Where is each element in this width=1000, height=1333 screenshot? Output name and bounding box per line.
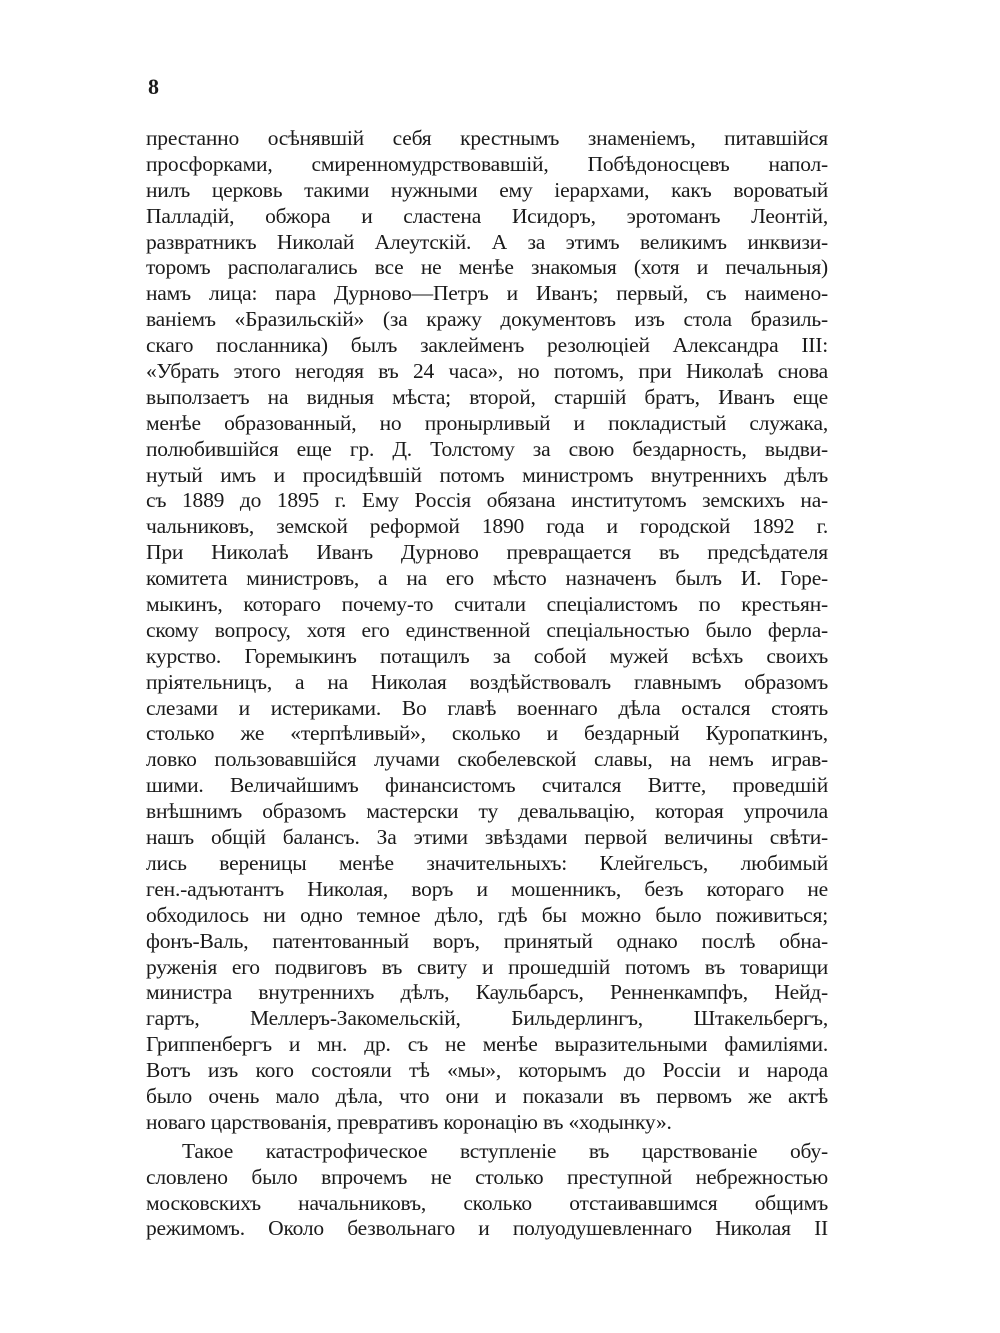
text-line: словлено было впрочемъ не столько преступной небрежностью — [146, 1164, 828, 1189]
page-number: 8 — [148, 74, 159, 99]
text-line: выползаетъ на видныя мѣста; второй, старшій братъ, Иванъ еще — [146, 384, 828, 409]
paragraph-1 — [146, 126, 828, 1136]
paragraph-2 — [146, 1139, 828, 1243]
text-line: мыкинъ, котораго почему-то считали спеціалистомъ по крестьян- — [146, 592, 828, 617]
text-line: министра внутреннихъ дѣлъ, Каульбарсъ, Ренненкампфъ, Нейд- — [146, 980, 828, 1005]
text-line: скаго посланника) былъ заклейменъ резолюціей Александра III: — [146, 333, 828, 358]
body-text — [146, 126, 828, 1242]
text-line: комитета министровъ, а на его мѣсто назначенъ былъ И. Горе- — [146, 566, 828, 591]
text-line: было очень мало дѣла, что они и показали въ первомъ же актѣ — [146, 1083, 828, 1108]
text-line: Гриппенбергъ и мн. др. съ не менѣе выразительными фамиліями. — [146, 1032, 828, 1057]
text-line: шими. Величайшимъ финансистомъ считался Витте, проведшій — [146, 773, 828, 798]
text-line: фонъ-Валь, патентованный воръ, принятый однако послѣ обна- — [146, 928, 828, 953]
text-line: руженія его подвиговъ въ свиту и прошедшій потомъ въ товарищи — [146, 954, 828, 979]
text-line: пріятельницъ, а на Николая воздѣйствовалъ главнымъ образомъ — [146, 669, 828, 694]
text-line: «Убрать этого негодяя въ 24 часа», но потомъ, при Николаѣ снова — [146, 359, 828, 384]
text-line: московскихъ начальниковъ, сколько отстаивавшимся общимъ — [146, 1190, 828, 1215]
text-line: курство. Горемыкинъ потащилъ за собой мужей всѣхъ своихъ — [146, 643, 828, 668]
text-line: менѣе образованный, но пронырливый и покладистый служака, — [146, 410, 828, 435]
text-line: При Николаѣ Иванъ Дурново превращается въ предсѣдателя — [146, 540, 828, 565]
text-line: нилъ церковь такими нужными ему іерархами, какъ вороватый — [146, 177, 828, 202]
text-line: нашъ общій балансъ. За этими звѣздами первой величины свѣти- — [146, 825, 828, 850]
text-line: ваніемъ «Бразильскій» (за кражу документовъ изъ стола бразиль- — [146, 307, 828, 332]
text-line: просфорками, смиренномудрствовавшій, Побѣдоносцевъ напол- — [146, 151, 828, 176]
text-line: намъ лица: пара Дурново—Петръ и Иванъ; первый, съ наимено- — [146, 281, 828, 306]
text-line: ген.-адъютантъ Николая, воръ и мошенникъ, безъ котораго не — [146, 876, 828, 901]
text-line: внѣшнимъ образомъ мастерски ту девальвацію, которая упрочила — [146, 799, 828, 824]
text-line: Вотъ изъ кого состояли тѣ «мы», которымъ до Россіи и народа — [146, 1058, 828, 1083]
text-line: Такое катастрофическое вступленіе въ царствованіе обу- — [182, 1138, 828, 1163]
text-line: Палладій, обжора и сластена Исидоръ, эротоманъ Леонтій, — [146, 203, 828, 228]
text-line: лись вереницы менѣе значительныхъ: Клейгельсъ, любимый — [146, 850, 828, 875]
text-line: полюбившійся еще гр. Д. Толстому за свою бездарность, выдви- — [146, 436, 828, 461]
text-line: съ 1889 до 1895 г. Ему Россія обязана институтомъ земскихъ на- — [146, 488, 828, 513]
text-line: чальниковъ, земской реформой 1890 года и городской 1892 г. — [146, 514, 828, 539]
text-line: слезами и истериками. Во главѣ военнаго дѣла остался стоять — [146, 695, 828, 720]
text-line: престанно осѣнявшій себя крестнымъ знаменіемъ, питавшійся — [146, 126, 828, 150]
text-line: режимомъ. Около безвольнаго и полуодушевленнаго Николая II — [146, 1216, 828, 1241]
text-line: скому вопросу, хотя его единственной спеціальностью было ферла- — [146, 617, 828, 642]
text-line: нутый имъ и просидѣвшій потомъ министромъ внутреннихъ дѣлъ — [146, 462, 828, 487]
text-line: развратникъ Николай Алеутскій. А за этимъ великимъ инквизи- — [146, 229, 828, 254]
text-line: ловко пользовавшійся лучами скобелевской славы, на немъ играв- — [146, 747, 828, 772]
text-line: гартъ, Меллеръ-Закомельскій, Бильдерлингъ, Штакельбергъ, — [146, 1006, 828, 1031]
text-line: торомъ располагались все не менѣе знакомыя (хотя и печальныя) — [146, 255, 828, 280]
text-line: обходилось ни одно темное дѣло, гдѣ бы можно было поживиться; — [146, 902, 828, 927]
text-line: новаго царствованія, превративъ коронацію въ «ходынку». — [146, 1109, 672, 1134]
text-line: столько же «терпѣливый», сколько и бездарный Куропаткинъ, — [146, 721, 828, 746]
